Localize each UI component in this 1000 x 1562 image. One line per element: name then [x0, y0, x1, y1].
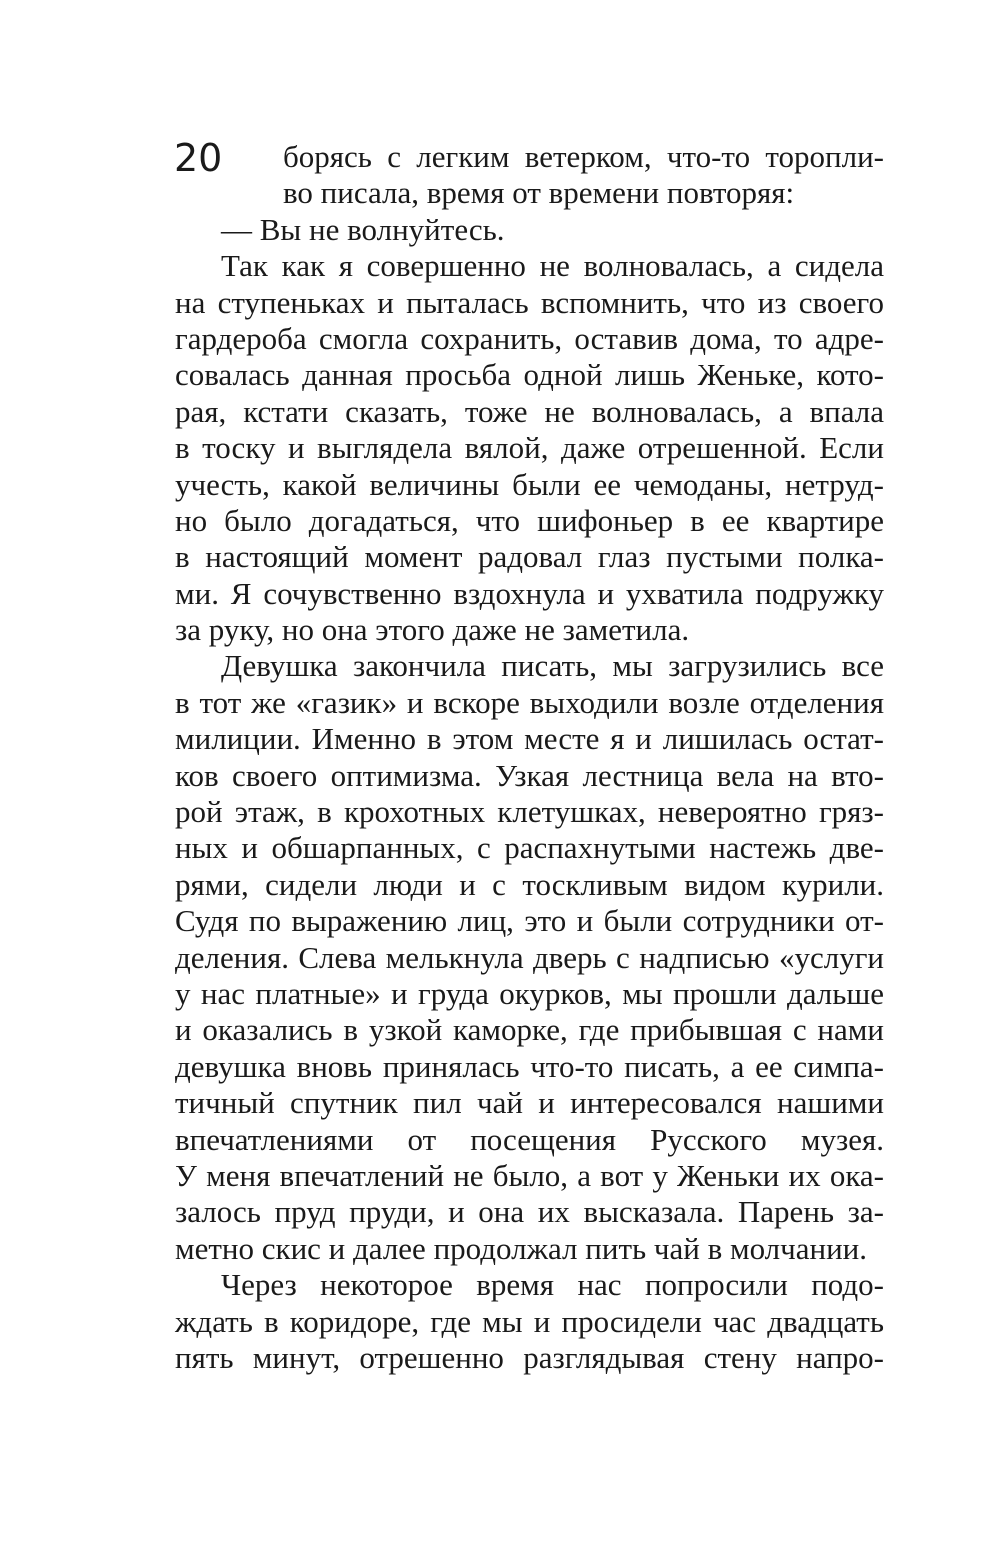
text-line: рой этаж, в крохотных клетушках, невероятно гряз- [175, 794, 884, 830]
text-line: рая, кстати сказать, тоже не волновалась, а впала [175, 393, 884, 429]
text-line: у нас платные» и груда окурков, мы прошли дальше [175, 975, 884, 1011]
body-text [174, 136, 884, 1376]
text-line: Судя по выражению лиц, это и были сотрудники от- [175, 903, 884, 939]
text-line: в тот же «газик» и вскоре выходили возле отделения [175, 684, 884, 720]
text-line: У меня впечатлений не было, а вот у Женьки их ока- [175, 1157, 884, 1193]
text-line: на ступеньках и пыталась вспомнить, что из своего [175, 284, 884, 320]
text-line: гардероба смогла сохранить, оставив дома, то адре- [175, 320, 884, 356]
text-line: тичный спутник пил чай и интересовался нашими [175, 1085, 884, 1121]
text-line: совалась данная просьба одной лишь Женьке, кото- [175, 357, 884, 393]
text-line: и оказались в узкой каморке, где прибывшая с нами [175, 1012, 884, 1048]
page-number: 20 [174, 136, 223, 180]
text-line: залось пруд пруди, и она их высказала. Парень за- [175, 1194, 884, 1230]
text-line: учесть, какой величины были ее чемоданы, нетруд- [175, 466, 884, 502]
paragraph-first-line: Девушка закончила писать, мы загрузились все [221, 648, 884, 684]
text-line: ми. Я сочувственно вздохнула и ухватила подружку [175, 575, 884, 611]
text-line: во писала, время от времени повторяя: [283, 175, 795, 211]
text-line: ных и обшарпанных, с распахнутыми настежь две- [175, 830, 884, 866]
paragraph-first-line: Так как я совершенно не волновалась, а сидела [221, 248, 884, 284]
dialogue-line: — Вы не волнуйтесь. [221, 211, 505, 247]
text-line: рями, сидели люди и с тоскливым видом курили. [175, 866, 884, 902]
text-line: борясь с легким ветерком, что-то торопли- [283, 139, 884, 174]
text-line: милиции. Именно в этом месте я и лишилась остат- [175, 721, 884, 757]
text-line: но было догадаться, что шифоньер в ее квартире [175, 502, 884, 538]
paragraph-first-line: Через некоторое время нас попросили подо- [221, 1267, 884, 1303]
text-line: впечатлениями от посещения Русского музея. [175, 1121, 884, 1157]
text-line: в настоящий момент радовал глаз пустыми полка- [175, 539, 884, 575]
text-line: пять минут, отрешенно разглядывая стену напро- [175, 1339, 884, 1375]
text-line: ждать в коридоре, где мы и просидели час двадцать [175, 1303, 884, 1339]
text-line: в тоску и выглядела вялой, даже отрешенной. Если [175, 430, 884, 466]
text-line: девушка вновь принялась что-то писать, а ее симпа- [175, 1048, 884, 1084]
text-line: ков своего оптимизма. Узкая лестница вела на вто- [175, 757, 884, 793]
paragraph-last-line: метно скис и далее продолжал пить чай в молчании. [175, 1230, 868, 1266]
text-line: деления. Слева мелькнула дверь с надписью «услуги [175, 939, 884, 975]
paragraph-last-line: за руку, но она этого даже не заметила. [175, 612, 690, 648]
